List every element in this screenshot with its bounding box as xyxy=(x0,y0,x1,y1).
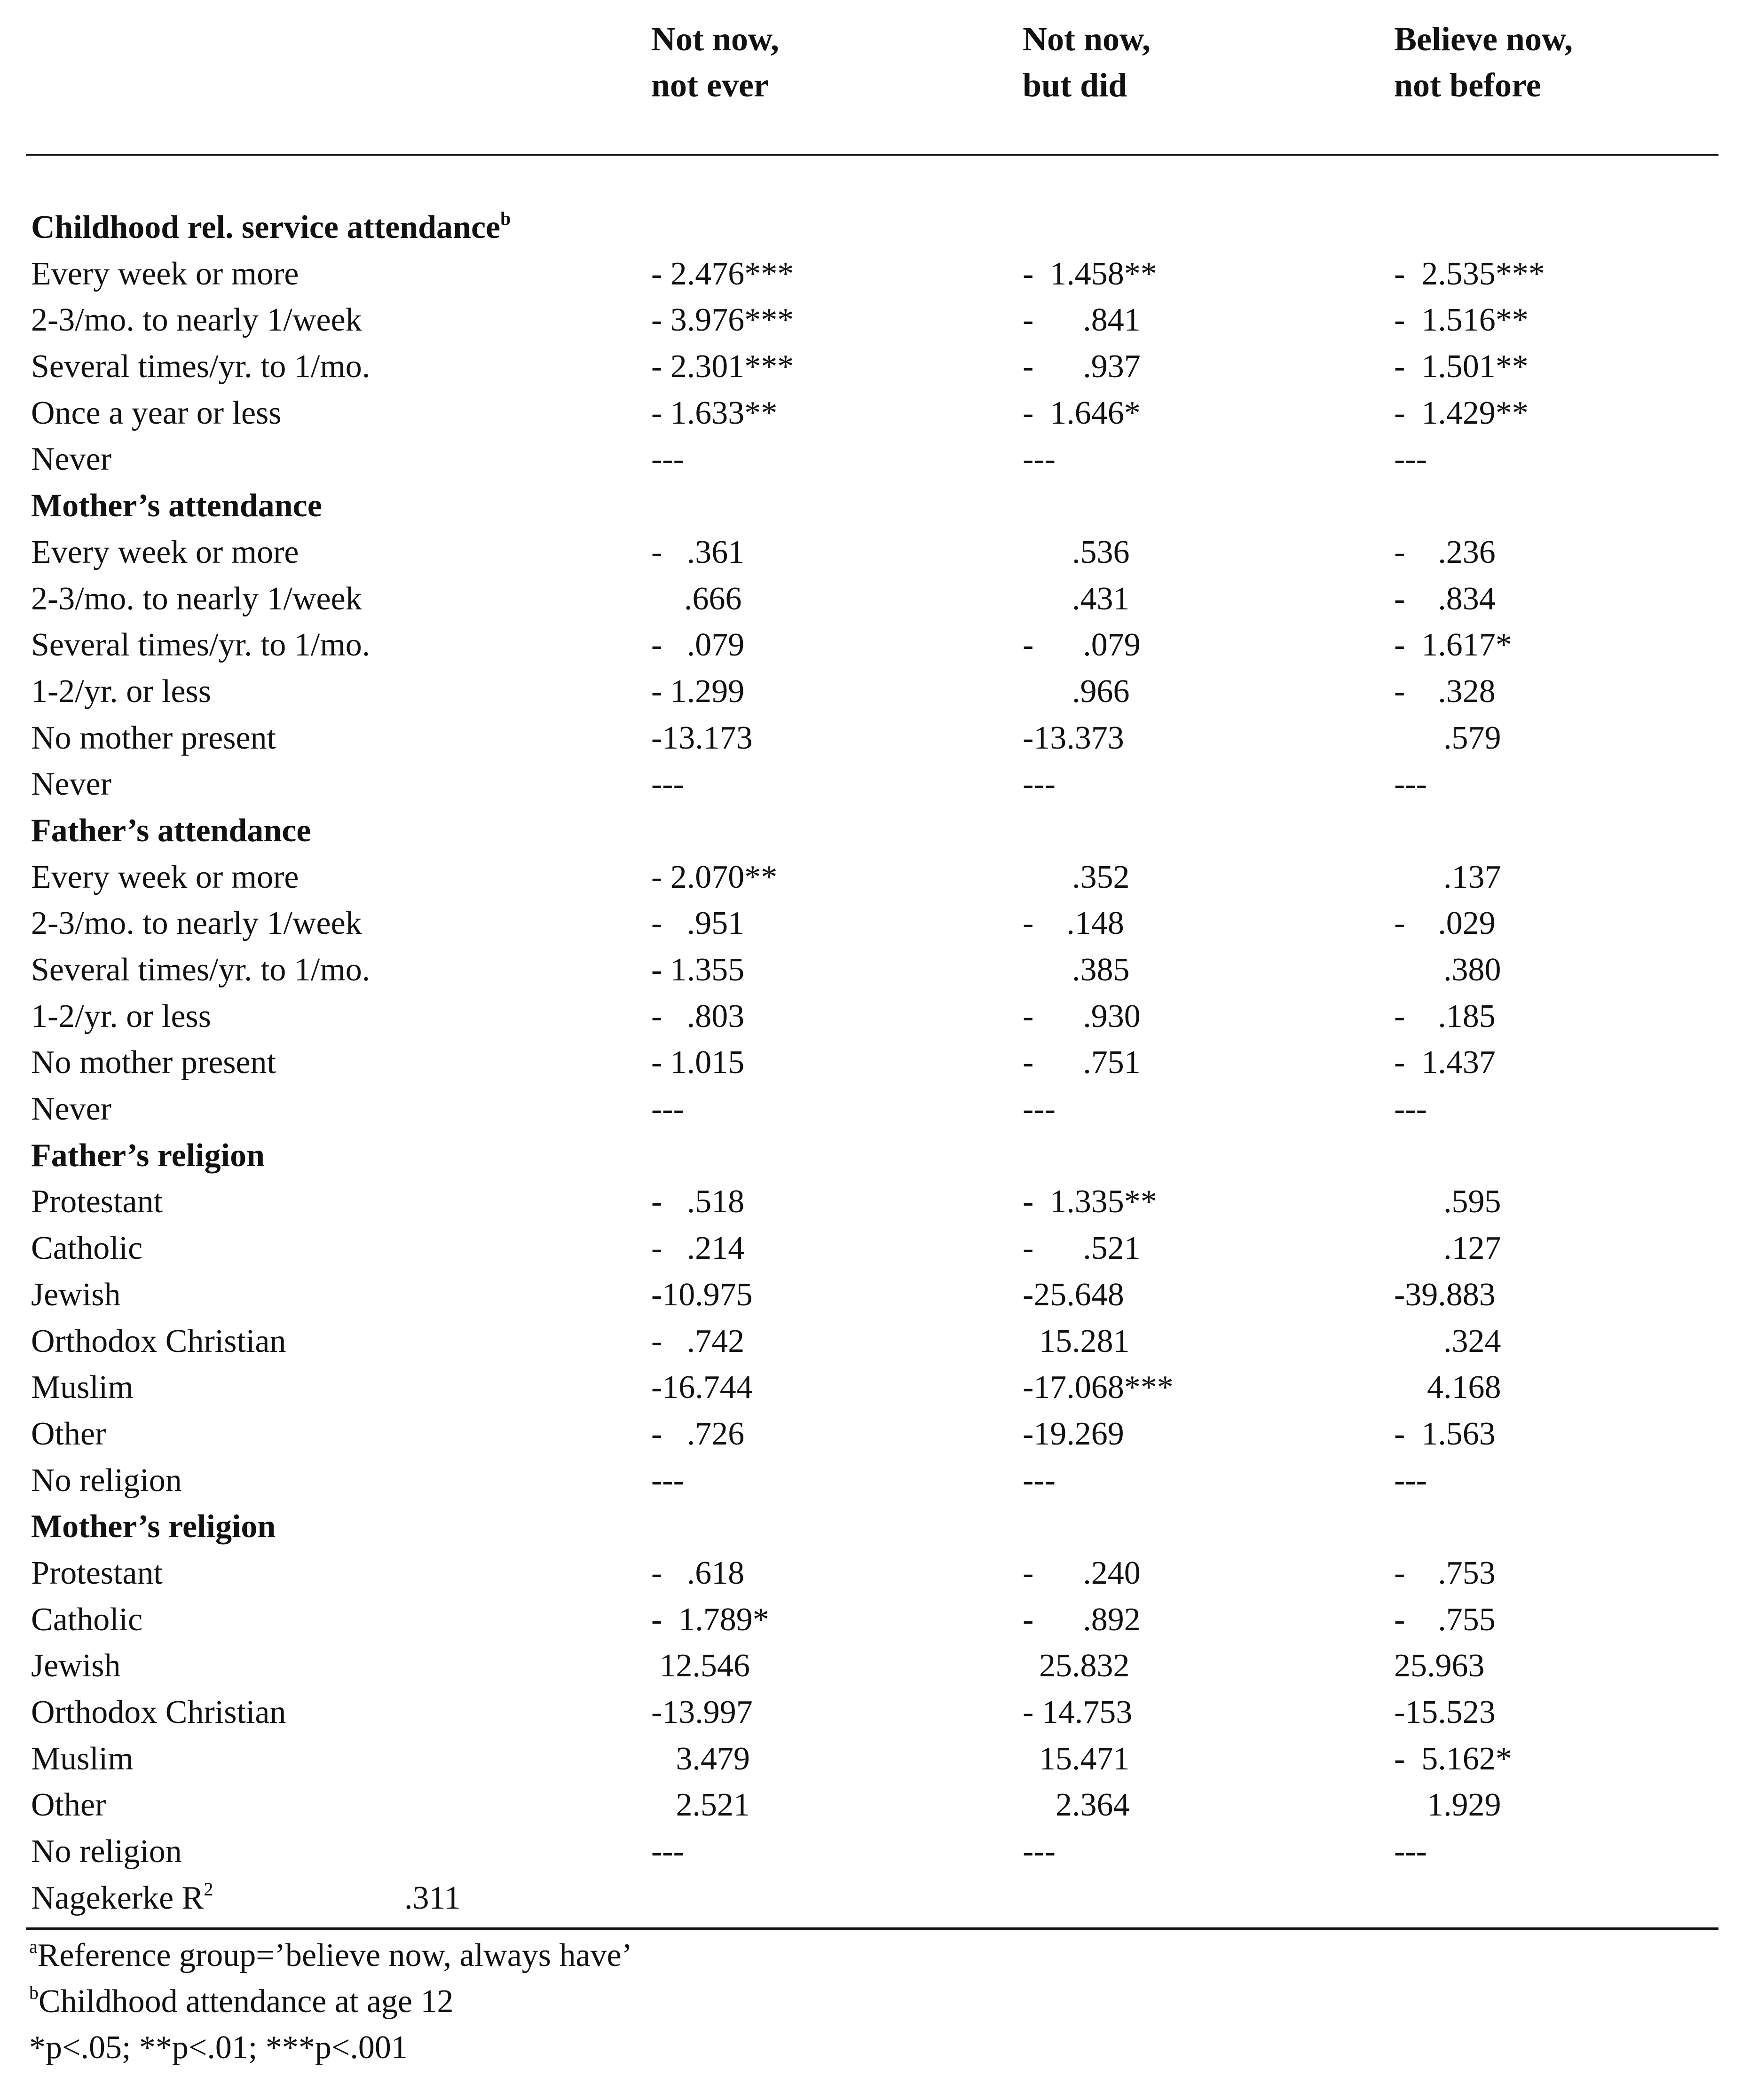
row-label xyxy=(31,1320,286,1363)
coefficient-cell: - .937 xyxy=(1023,348,1141,385)
coefficient-cell: -16.744 xyxy=(651,1369,753,1406)
row-label-text: Other xyxy=(31,1787,106,1824)
footnote-marker: a xyxy=(29,1936,38,1957)
row-label-text: Mother’s religion xyxy=(31,1508,276,1545)
coefficient-cell: --- xyxy=(651,1462,684,1499)
table-row xyxy=(0,716,1742,762)
coefficient-cell: - .361 xyxy=(651,534,745,570)
coefficient-cell: --- xyxy=(651,441,684,478)
coefficient-cell: .431 xyxy=(1023,580,1130,617)
column-header-line: Not now, xyxy=(651,20,780,58)
coefficient-cell: - .930 xyxy=(1023,998,1141,1034)
header-rule xyxy=(26,154,1718,156)
table-row xyxy=(0,855,1742,901)
footnote xyxy=(29,2025,632,2071)
table-row xyxy=(0,1319,1742,1366)
coefficient-cell: 3.479 xyxy=(651,1740,750,1777)
coefficient-cell: - .755 xyxy=(1394,1601,1496,1638)
coefficient-cell: --- xyxy=(651,766,684,803)
table-row xyxy=(0,762,1742,808)
table-row xyxy=(0,623,1742,669)
coefficient-cell: -13.373 xyxy=(1023,719,1124,756)
coefficient-cell: - 1.437 xyxy=(1394,1044,1496,1081)
row-label-text: No religion xyxy=(31,1833,182,1870)
row-label-text: Other xyxy=(31,1415,106,1452)
section-heading-row xyxy=(0,483,1742,530)
coefficient-cell: - .236 xyxy=(1394,534,1496,570)
coefficient-cell: .352 xyxy=(1023,859,1130,895)
coefficient-cell: --- xyxy=(1023,1091,1056,1128)
row-label xyxy=(31,1088,111,1131)
row-label-text: Jewish xyxy=(31,1276,121,1313)
superscript: b xyxy=(500,208,511,229)
coefficient-cell: 15.281 xyxy=(1023,1323,1130,1359)
row-label-text: Never xyxy=(31,766,112,803)
coefficient-cell: --- xyxy=(1394,1462,1427,1499)
coefficient-cell: - 1.789* xyxy=(651,1601,769,1638)
coefficient-cell: - 14.753 xyxy=(1023,1694,1133,1730)
coefficient-cell: --- xyxy=(1023,1462,1056,1499)
row-label xyxy=(31,1413,106,1456)
table-row xyxy=(0,947,1742,994)
coefficient-cell: - .185 xyxy=(1394,998,1496,1034)
row-label-text: 1-2/yr. or less xyxy=(31,673,212,710)
coefficient-cell: - 2.476*** xyxy=(651,255,794,292)
column-header-not-now-not-ever xyxy=(651,16,779,108)
coefficient-cell: 12.546 xyxy=(651,1648,750,1684)
r-squared-value: .311 xyxy=(404,1879,461,1916)
coefficient-cell: - .951 xyxy=(651,905,745,942)
row-label-text: Nagekerke R xyxy=(31,1879,204,1916)
table-row xyxy=(0,1458,1742,1505)
column-header-line: Not now, xyxy=(1023,20,1151,58)
section-heading-row xyxy=(0,1133,1742,1180)
footnote xyxy=(29,1979,632,2025)
coefficient-cell: - .892 xyxy=(1023,1601,1141,1638)
coefficient-cell: - 1.015 xyxy=(651,1044,745,1081)
row-label-text: Every week or more xyxy=(31,859,299,895)
column-header-believe-now-not-before xyxy=(1394,16,1573,108)
row-label-text: 2-3/mo. to nearly 1/week xyxy=(31,580,362,617)
row-label-text: Mother’s attendance xyxy=(31,488,322,524)
row-label-text: No mother present xyxy=(31,1044,276,1081)
coefficient-cell: 1.929 xyxy=(1394,1787,1501,1824)
row-label xyxy=(31,253,299,296)
table-row xyxy=(0,1272,1742,1319)
coefficient-cell: -13.997 xyxy=(651,1694,753,1730)
coefficient-cell: -13.173 xyxy=(651,719,753,756)
section-heading xyxy=(31,809,311,853)
coefficient-cell: .324 xyxy=(1394,1323,1501,1359)
table-row xyxy=(0,576,1742,623)
row-label xyxy=(31,1459,182,1502)
table-row xyxy=(0,669,1742,716)
table-row xyxy=(0,1365,1742,1412)
coefficient-cell: 4.168 xyxy=(1394,1369,1501,1406)
coefficient-cell: - 1.563 xyxy=(1394,1415,1496,1452)
table-row xyxy=(0,1087,1742,1133)
footnote-text: Reference group=’believe now, always have’ xyxy=(37,1937,632,1974)
superscript: 2 xyxy=(204,1878,213,1900)
row-label xyxy=(31,856,299,899)
coefficient-cell: - .148 xyxy=(1023,905,1124,942)
section-heading-row xyxy=(0,808,1742,855)
footnote-text: Childhood attendance at age 12 xyxy=(39,1983,454,2020)
row-label-text: 2-3/mo. to nearly 1/week xyxy=(31,905,362,942)
row-label-text: Jewish xyxy=(31,1648,121,1684)
coefficient-cell: .127 xyxy=(1394,1230,1501,1267)
coefficient-cell: 15.471 xyxy=(1023,1740,1130,1777)
row-label-text: Father’s attendance xyxy=(31,812,311,849)
coefficient-cell: - .726 xyxy=(651,1415,745,1452)
row-label xyxy=(31,1041,276,1084)
row-label-text: Protestant xyxy=(31,1184,163,1220)
coefficient-cell: - .214 xyxy=(651,1230,745,1267)
coefficient-cell: --- xyxy=(1394,766,1427,803)
table-body xyxy=(0,205,1742,1922)
table-row xyxy=(0,1179,1742,1226)
coefficient-cell: - .751 xyxy=(1023,1044,1141,1081)
coefficient-cell: - 1.617* xyxy=(1394,627,1512,663)
coefficient-cell: - .240 xyxy=(1023,1555,1141,1591)
table-row xyxy=(0,391,1742,437)
footer-rule xyxy=(26,1927,1718,1930)
coefficient-cell: --- xyxy=(651,1833,684,1870)
table-row xyxy=(0,437,1742,483)
coefficient-cell: - .753 xyxy=(1394,1555,1496,1591)
table-row xyxy=(0,252,1742,298)
table-row xyxy=(0,1597,1742,1644)
row-label xyxy=(31,624,370,667)
coefficient-cell: .536 xyxy=(1023,534,1130,570)
row-label xyxy=(31,1737,134,1781)
footnote xyxy=(29,1933,632,1979)
table-row xyxy=(0,1551,1742,1597)
column-header-line: not before xyxy=(1394,66,1541,104)
coefficient-cell: - 2.535*** xyxy=(1394,255,1545,292)
table-row xyxy=(0,994,1742,1041)
row-label-text: Once a year or less xyxy=(31,395,282,431)
row-label-text: Every week or more xyxy=(31,534,299,570)
coefficient-cell: 25.832 xyxy=(1023,1648,1130,1684)
row-label xyxy=(31,1644,121,1688)
column-header-not-now-but-did xyxy=(1023,16,1151,108)
coefficient-cell: - .803 xyxy=(651,998,745,1034)
coefficient-cell: - 1.458** xyxy=(1023,255,1157,292)
column-header-line: not ever xyxy=(651,66,769,104)
coefficient-cell: - 1.516** xyxy=(1394,302,1529,339)
coefficient-cell: - 1.646* xyxy=(1023,395,1141,431)
coefficient-cell: -25.648 xyxy=(1023,1276,1124,1313)
table-row xyxy=(0,344,1742,391)
coefficient-cell: 2.364 xyxy=(1023,1787,1130,1824)
coefficient-cell: --- xyxy=(1394,441,1427,478)
row-label xyxy=(31,531,299,574)
coefficient-cell: --- xyxy=(1023,441,1056,478)
coefficient-cell: 2.521 xyxy=(651,1787,750,1824)
coefficient-cell: - .618 xyxy=(651,1555,745,1591)
row-label xyxy=(31,299,362,342)
row-label xyxy=(31,763,111,806)
coefficient-cell: --- xyxy=(1394,1091,1427,1128)
table-row xyxy=(0,901,1742,947)
row-label xyxy=(31,1877,213,1920)
row-label-text: 1-2/yr. or less xyxy=(31,998,212,1034)
row-label-text: Several times/yr. to 1/mo. xyxy=(31,952,370,988)
coefficient-cell: .666 xyxy=(651,580,742,617)
row-label-text: Orthodox Christian xyxy=(31,1694,286,1730)
coefficient-cell: - 3.976*** xyxy=(651,302,794,339)
coefficient-cell: -10.975 xyxy=(651,1276,753,1313)
row-label xyxy=(31,1552,163,1595)
row-label xyxy=(31,1366,134,1409)
row-label xyxy=(31,670,211,713)
row-label-text: Childhood rel. service attendance xyxy=(31,209,501,245)
coefficient-cell: -17.068*** xyxy=(1023,1369,1174,1406)
footnote-text: *p<.05; **p<.01; ***p<.001 xyxy=(29,2029,408,2066)
coefficient-cell: - 2.070** xyxy=(651,859,778,895)
row-label xyxy=(31,995,211,1038)
column-header-line: but did xyxy=(1023,66,1127,104)
table-row xyxy=(0,1876,1742,1922)
coefficient-cell: - 5.162* xyxy=(1394,1740,1512,1777)
coefficient-cell: - .079 xyxy=(1023,627,1141,663)
row-label xyxy=(31,1784,106,1827)
coefficient-cell: .137 xyxy=(1394,859,1501,895)
coefficient-cell: -19.269 xyxy=(1023,1415,1124,1452)
coefficient-cell: - 1.633** xyxy=(651,395,778,431)
section-heading xyxy=(31,1134,265,1177)
row-label-text: Never xyxy=(31,441,112,478)
coefficient-cell: -15.523 xyxy=(1394,1694,1496,1730)
coefficient-cell: -39.883 xyxy=(1394,1276,1496,1313)
row-label xyxy=(31,1227,142,1270)
row-label-text: Catholic xyxy=(31,1230,143,1267)
table-row xyxy=(0,1040,1742,1087)
coefficient-cell: - .521 xyxy=(1023,1230,1141,1267)
table-row xyxy=(0,1412,1742,1458)
row-label xyxy=(31,438,111,481)
row-label xyxy=(31,1180,163,1224)
coefficient-cell: - .841 xyxy=(1023,302,1141,339)
coefficient-cell: 25.963 xyxy=(1394,1648,1485,1684)
row-label-text: Several times/yr. to 1/mo. xyxy=(31,627,370,663)
coefficient-cell: --- xyxy=(1394,1833,1427,1870)
coefficient-cell: .595 xyxy=(1394,1184,1501,1220)
row-label-text: Never xyxy=(31,1091,112,1128)
coefficient-cell: - 1.355 xyxy=(651,952,745,988)
coefficient-cell: --- xyxy=(1023,1833,1056,1870)
coefficient-cell: .380 xyxy=(1394,952,1501,988)
column-header-line: Believe now, xyxy=(1394,20,1573,58)
section-heading xyxy=(31,206,511,249)
table-row xyxy=(0,1643,1742,1690)
row-label-text: Every week or more xyxy=(31,255,299,292)
row-label xyxy=(31,1830,182,1873)
coefficient-cell: .385 xyxy=(1023,952,1130,988)
section-heading-row xyxy=(0,1504,1742,1551)
row-label xyxy=(31,577,362,621)
row-label-text: Orthodox Christian xyxy=(31,1323,286,1359)
coefficient-cell: --- xyxy=(1023,766,1056,803)
row-label-text: No religion xyxy=(31,1462,182,1499)
row-label xyxy=(31,1691,286,1734)
coefficient-cell: - 1.335** xyxy=(1023,1184,1157,1220)
row-label-text: 2-3/mo. to nearly 1/week xyxy=(31,302,362,339)
coefficient-cell: .579 xyxy=(1394,719,1501,756)
section-heading xyxy=(31,1505,276,1548)
row-label-text: Muslim xyxy=(31,1369,134,1406)
row-label-text: Catholic xyxy=(31,1601,143,1638)
coefficient-cell: - .029 xyxy=(1394,905,1496,942)
row-label-text: Several times/yr. to 1/mo. xyxy=(31,348,370,385)
coefficient-cell: - 1.501** xyxy=(1394,348,1529,385)
table-row xyxy=(0,1226,1742,1272)
row-label-text: Muslim xyxy=(31,1740,134,1777)
table-row xyxy=(0,1737,1742,1783)
row-label xyxy=(31,1273,121,1317)
section-heading xyxy=(31,484,322,528)
coefficient-cell: - .742 xyxy=(651,1323,745,1359)
row-label-text: Father’s religion xyxy=(31,1137,265,1174)
section-heading-row xyxy=(0,205,1742,252)
coefficient-cell: - .079 xyxy=(651,627,745,663)
coefficient-cell: - 1.299 xyxy=(651,673,745,710)
row-label xyxy=(31,1598,142,1642)
row-label-text: No mother present xyxy=(31,719,276,756)
table-notes xyxy=(29,1933,632,2071)
coefficient-cell: - .518 xyxy=(651,1184,745,1220)
coefficient-cell: - 2.301*** xyxy=(651,348,794,385)
table-row xyxy=(0,1783,1742,1829)
table-row xyxy=(0,530,1742,576)
coefficient-cell: - .328 xyxy=(1394,673,1496,710)
table-row xyxy=(0,298,1742,344)
row-label xyxy=(31,902,362,945)
footnote-marker: b xyxy=(29,1982,39,2003)
coefficient-cell: - 1.429** xyxy=(1394,395,1529,431)
coefficient-cell: .966 xyxy=(1023,673,1130,710)
row-label xyxy=(31,392,282,435)
row-label xyxy=(31,948,370,992)
table-row xyxy=(0,1690,1742,1737)
row-label xyxy=(31,717,276,760)
table-row xyxy=(0,1829,1742,1876)
row-label-text: Protestant xyxy=(31,1555,163,1591)
coefficient-cell: --- xyxy=(651,1091,684,1128)
row-label xyxy=(31,345,370,388)
coefficient-cell: - .834 xyxy=(1394,580,1496,617)
